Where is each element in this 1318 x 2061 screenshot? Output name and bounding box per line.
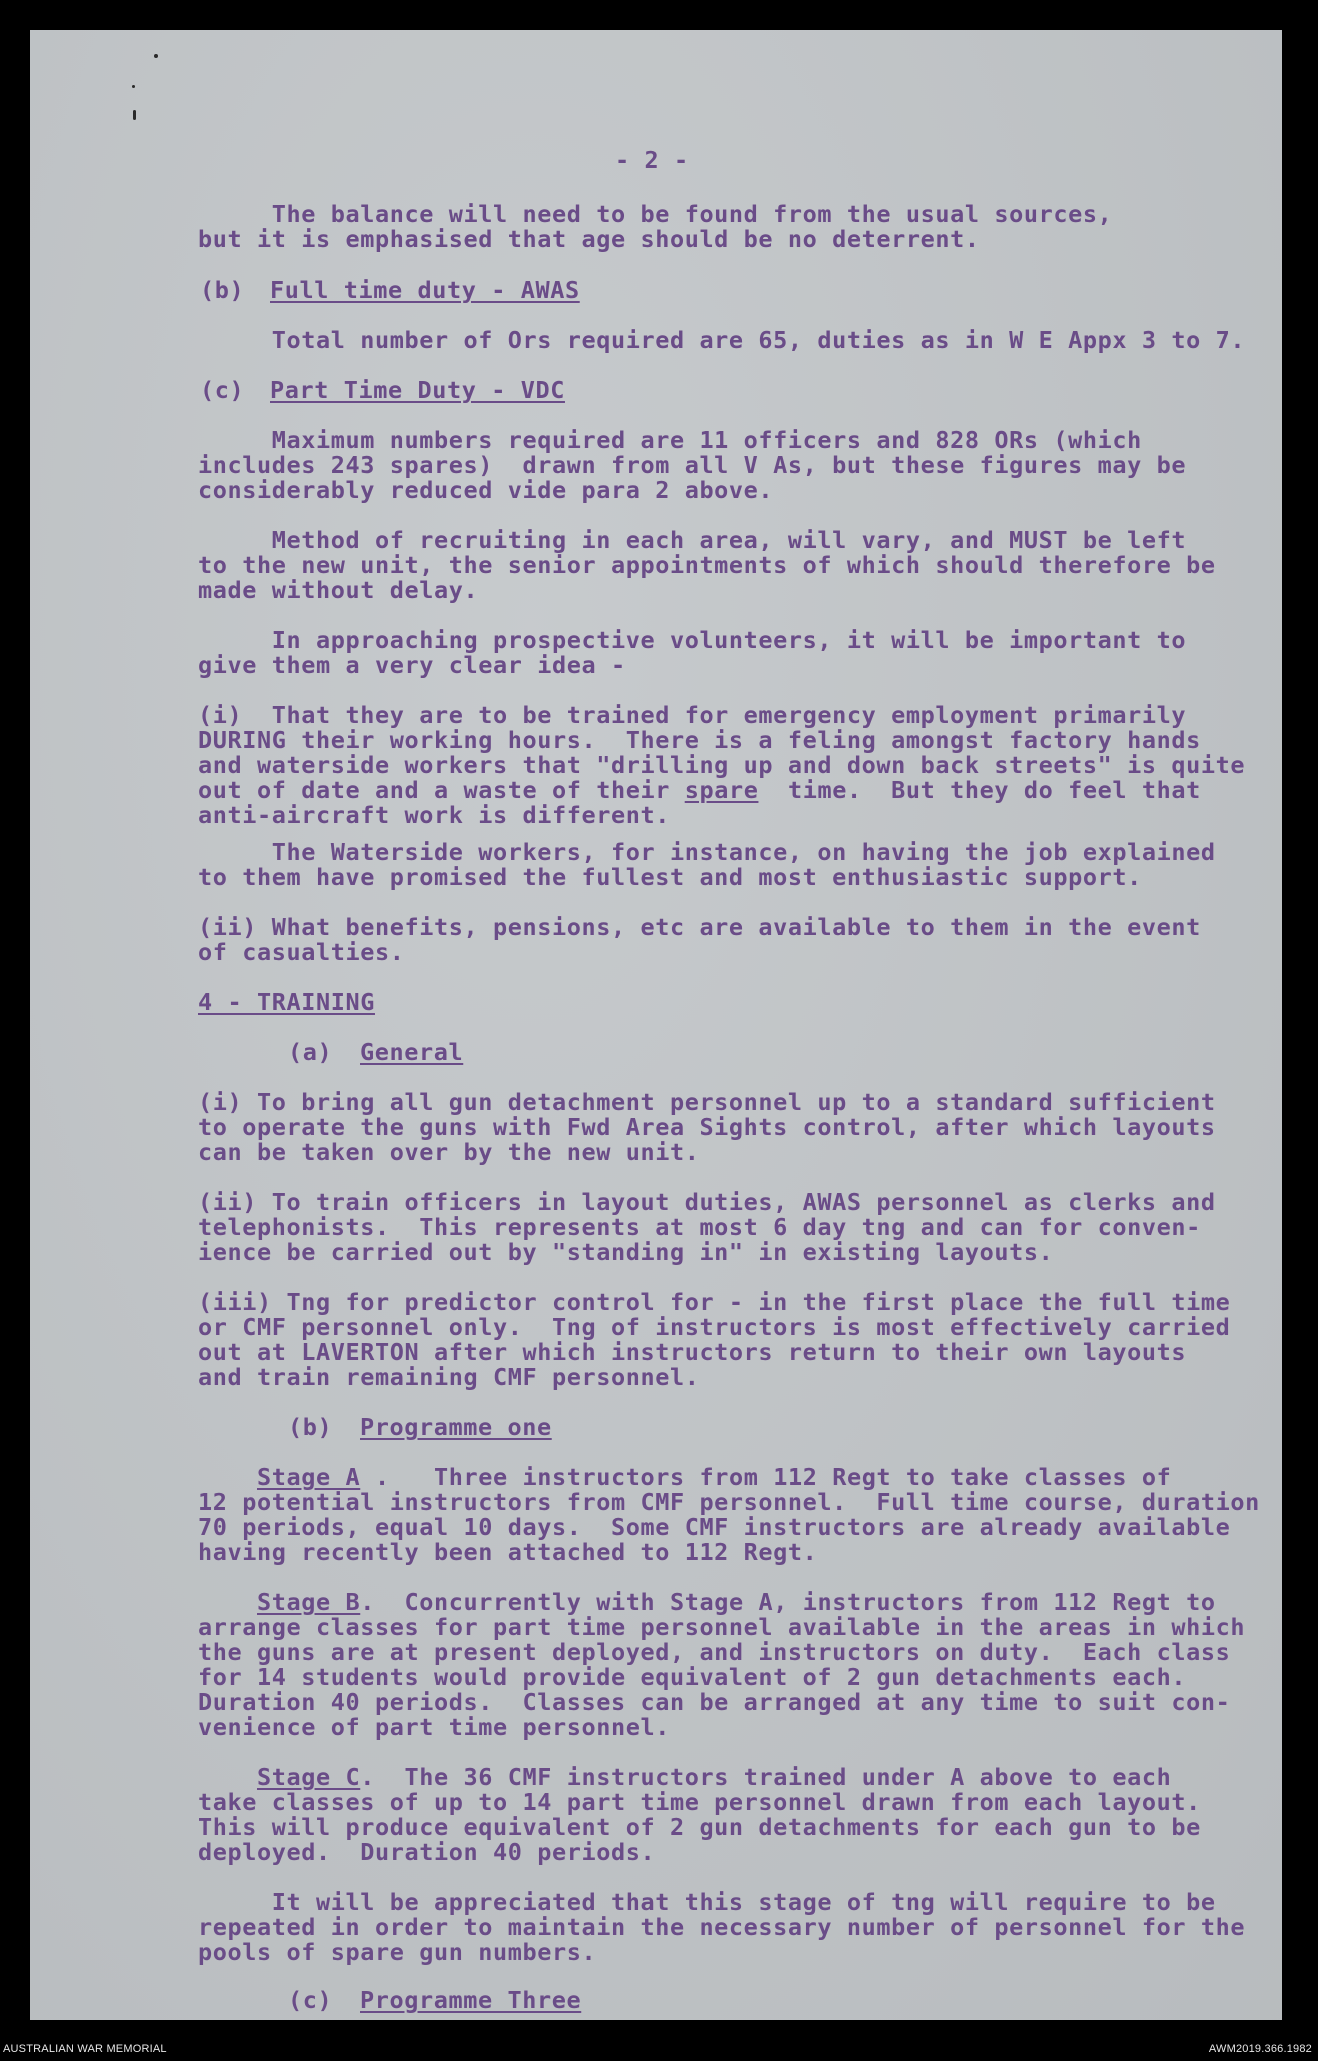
paragraph: (iii) Tng for predictor control for - in the first place the full time or CMF personnel only. Tng of instructors is most effectively carried out at LAVERTON after which instructors return to their own layouts and train remaining CMF personnel.	[198, 1288, 1231, 1391]
section-label: (a)	[288, 1038, 333, 1066]
page-number: - 2 -	[615, 146, 689, 174]
stage-label: Stage A	[257, 1463, 361, 1491]
paragraph: It will be appreciated that this stage of tng will require to be repeated in order to maintain the necessary number of personnel for the pools of spare gun numbers.	[198, 1888, 1246, 1966]
section-heading: Programme Three	[360, 1986, 582, 2014]
stage-text: . Three instructors from 112 Regt to take classes of 12 potential instructors from CMF personnel. Full time course, duration 70 periods, equal 10 days. Some CMF instructors are already available having recently been attached to 112 Regt.	[198, 1463, 1260, 1566]
stage-label: Stage B	[257, 1588, 361, 1616]
footer-accession-number: AWM2019.366.1982	[1208, 2043, 1312, 2055]
punch-mark	[154, 54, 158, 58]
paragraph: Maximum numbers required are 11 officers and 828 ORs (which includes 243 spares) drawn from all V As, but these figures may be considerably reduced vide para 2 above.	[198, 426, 1187, 504]
stage-text: . Concurrently with Stage A, instructors from 112 Regt to arrange classes for part time personnel available in the areas in which the guns are at present deployed, and instructors on duty. Each class for 14 students would provide equivalent of 2 gun detachments each. Duration 40 periods. Classes can be arranged at any time to suit con- venience of part time personnel.	[198, 1588, 1246, 1741]
paragraph	[198, 1465, 1260, 1565]
paragraph: The Waterside workers, for instance, on having the job explained to them have promised the fullest and most enthusiastic support.	[198, 838, 1216, 891]
paragraph: In approaching prospective volunteers, it will be important to give them a very clear idea -	[198, 626, 1187, 679]
stage-label: Stage C	[257, 1763, 361, 1791]
stage-text: . The 36 CMF instructors trained under A above to each take classes of up to 14 part time personnel drawn from each layout. This will produce equivalent of 2 gun detachments for each gun to be deployed. Duration 40 periods.	[198, 1763, 1201, 1866]
paragraph: Method of recruiting in each area, will vary, and MUST be left to the new unit, the senior appointments of which should therefore be made without delay.	[198, 526, 1216, 604]
punch-mark	[133, 110, 136, 120]
list-item-text: (i) That they are to be trained for emergency employment primarily DURING their working hours. There is a feling amongst factory hands and waterside workers that "drilling up and down back streets" is quite out of date and a waste of their	[198, 701, 1246, 804]
footer-credit: AUSTRALIAN WAR MEMORIAL	[3, 2043, 167, 2055]
section-heading: Programme one	[360, 1413, 552, 1441]
list-item-text: time. But they do feel that anti-aircraft work is different.	[198, 776, 1201, 829]
paragraph: (ii) What benefits, pensions, etc are available to them in the event of casualties.	[198, 913, 1201, 966]
paragraph: Total number of Ors required are 65, duties as in W E Appx 3 to 7.	[198, 326, 1246, 354]
underlined-word: spare	[684, 776, 759, 804]
section-heading: Part Time Duty - VDC	[270, 376, 565, 404]
section-label: (c)	[200, 376, 245, 404]
document-page	[30, 30, 1282, 2020]
paragraph	[198, 1590, 1245, 1740]
paragraph	[198, 1765, 1201, 1865]
section-label: (b)	[288, 1413, 333, 1441]
paragraph: (ii) To train officers in layout duties, AWAS personnel as clerks and telephonists. This represents at most 6 day tng and can for conven- ience be carried out by "standing in" in existing layouts.	[198, 1188, 1216, 1266]
section-label: (b)	[200, 276, 245, 304]
section-label: (c)	[288, 1986, 333, 2014]
paragraph	[198, 703, 1245, 828]
section-heading: 4 - TRAINING	[198, 988, 375, 1016]
paragraph: The balance will need to be found from the usual sources, but it is emphasised that age should be no deterrent.	[198, 200, 1113, 253]
punch-mark	[132, 85, 135, 88]
section-heading: Full time duty - AWAS	[270, 276, 580, 304]
paragraph: (i) To bring all gun detachment personnel up to a standard sufficient to operate the guns with Fwd Area Sights control, after which layouts can be taken over by the new unit.	[198, 1088, 1216, 1166]
section-heading: General	[360, 1038, 464, 1066]
